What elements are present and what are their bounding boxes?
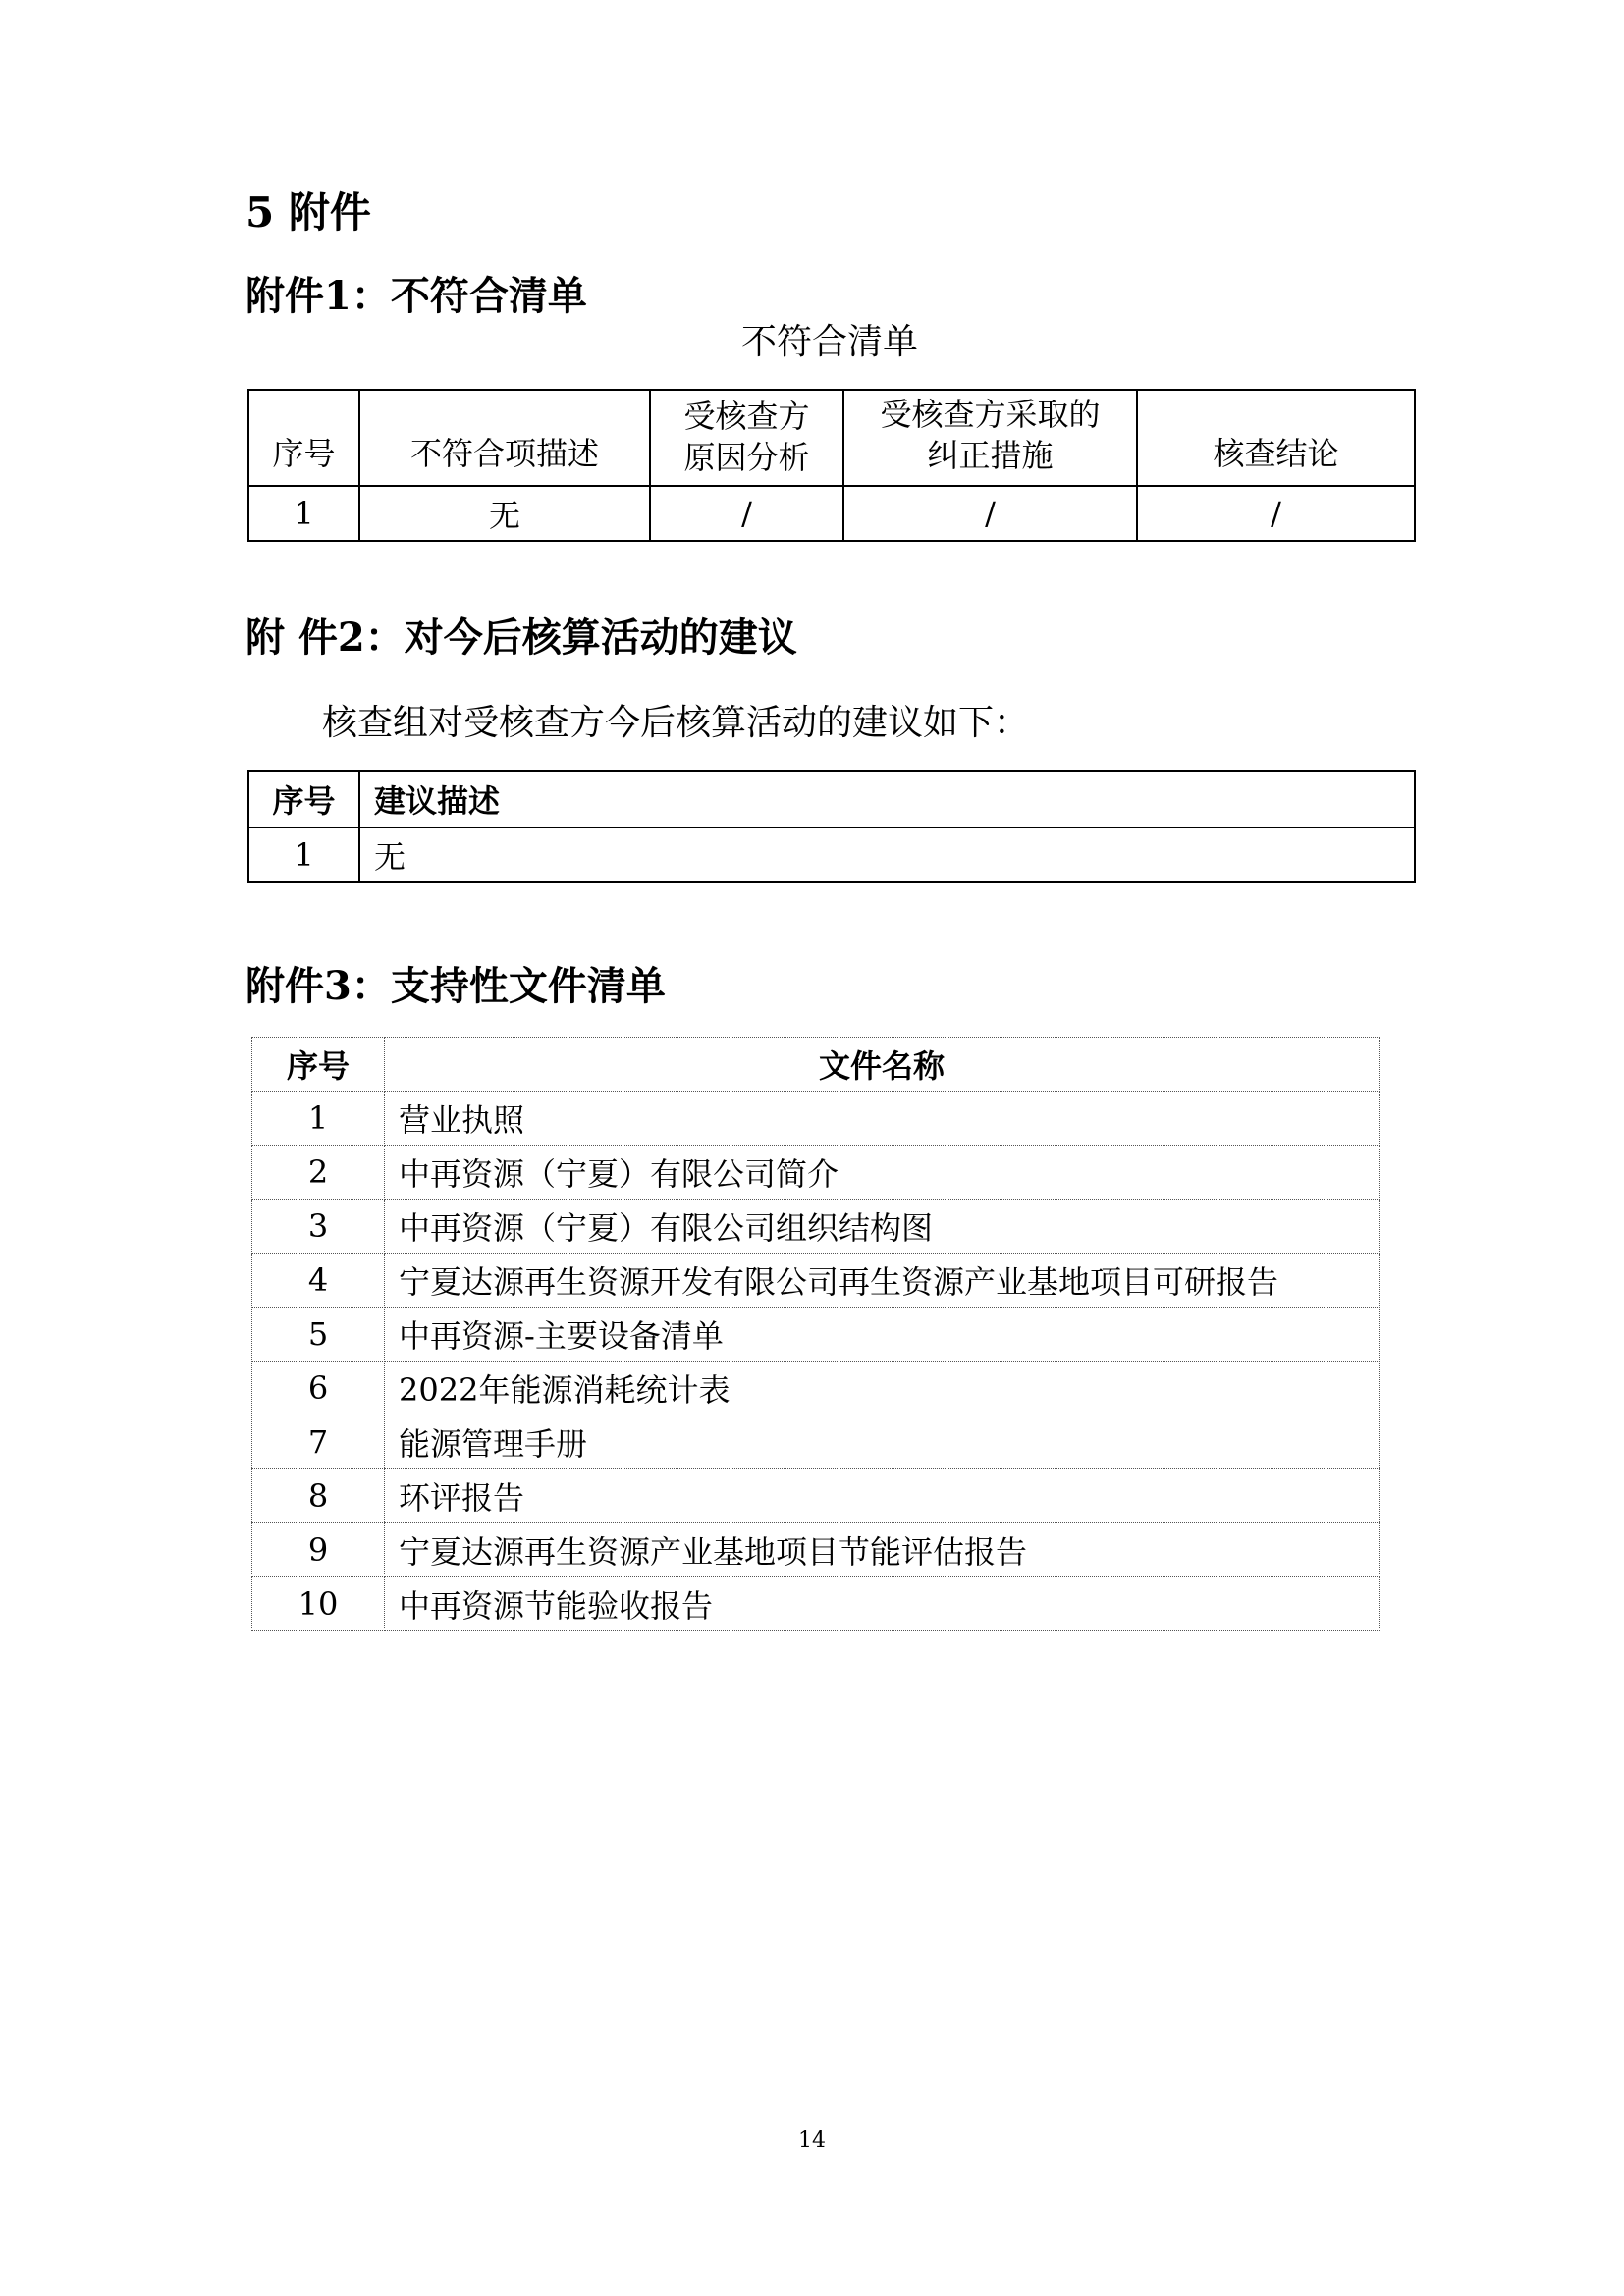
col-header-index: 序号 xyxy=(248,390,359,486)
page-number: 14 xyxy=(798,2128,826,2153)
cell-corrective-action: / xyxy=(843,486,1137,541)
table-row xyxy=(252,1577,1380,1631)
table-row xyxy=(252,1146,1380,1200)
cell-cause-analysis: / xyxy=(650,486,843,541)
col-header-suggestion: 建议描述 xyxy=(359,771,1415,828)
cell-index: 4 xyxy=(252,1254,385,1308)
cell-index: 9 xyxy=(252,1523,385,1577)
table-row xyxy=(252,1254,1380,1308)
table-row xyxy=(252,1092,1380,1146)
cell-index: 6 xyxy=(252,1362,385,1415)
col-header-cause-analysis: 受核查方 原因分析 xyxy=(650,390,843,486)
cell-file-name: 营业执照 xyxy=(385,1092,1380,1146)
table-row xyxy=(252,1200,1380,1254)
col-header-index: 序号 xyxy=(252,1038,385,1092)
table-row xyxy=(252,1523,1380,1577)
annex3-heading: 附件3：支持性文件清单 xyxy=(245,963,666,1009)
cell-index: 10 xyxy=(252,1577,385,1631)
cell-index: 5 xyxy=(252,1308,385,1362)
cell-file-name: 中再资源-主要设备清单 xyxy=(385,1308,1380,1362)
annex2-heading: 附 件2：对今后核算活动的建议 xyxy=(245,614,797,661)
annex2-intro-text: 核查组对受核查方今后核算活动的建议如下： xyxy=(322,703,1030,743)
table-row xyxy=(248,828,1415,882)
cell-index: 3 xyxy=(252,1200,385,1254)
table-row xyxy=(252,1469,1380,1523)
cell-index: 7 xyxy=(252,1415,385,1469)
col-header-index: 序号 xyxy=(248,771,359,828)
cell-file-name: 中再资源节能验收报告 xyxy=(385,1577,1380,1631)
cell-index: 2 xyxy=(252,1146,385,1200)
section-heading: 5 附件 xyxy=(245,188,371,237)
nonconformity-table xyxy=(247,389,1416,542)
cell-file-name: 宁夏达源再生资源开发有限公司再生资源产业基地项目可研报告 xyxy=(385,1254,1380,1308)
col-header-file-name: 文件名称 xyxy=(385,1038,1380,1092)
table-header-row xyxy=(248,390,1415,486)
annex1-heading: 附件1：不符合清单 xyxy=(245,273,587,319)
col-header-corrective-action: 受核查方采取的 纠正措施 xyxy=(843,390,1137,486)
cell-file-name: 宁夏达源再生资源产业基地项目节能评估报告 xyxy=(385,1523,1380,1577)
cell-index: 1 xyxy=(248,486,359,541)
cell-description: 无 xyxy=(359,486,650,541)
supporting-documents-table xyxy=(251,1037,1380,1631)
col-header-conclusion: 核查结论 xyxy=(1137,390,1415,486)
cell-file-name: 2022年能源消耗统计表 xyxy=(385,1362,1380,1415)
table-header-row xyxy=(252,1038,1380,1092)
cell-file-name: 中再资源（宁夏）有限公司简介 xyxy=(385,1146,1380,1200)
table-row xyxy=(252,1415,1380,1469)
col-header-description: 不符合项描述 xyxy=(359,390,650,486)
table-row xyxy=(252,1308,1380,1362)
cell-file-name: 中再资源（宁夏）有限公司组织结构图 xyxy=(385,1200,1380,1254)
cell-index: 8 xyxy=(252,1469,385,1523)
annex1-table-caption: 不符合清单 xyxy=(740,322,918,362)
table-row xyxy=(252,1362,1380,1415)
cell-index: 1 xyxy=(248,828,359,882)
cell-suggestion: 无 xyxy=(359,828,1415,882)
cell-conclusion: / xyxy=(1137,486,1415,541)
cell-file-name: 环评报告 xyxy=(385,1469,1380,1523)
table-row xyxy=(248,486,1415,541)
suggestion-table xyxy=(247,770,1416,883)
cell-index: 1 xyxy=(252,1092,385,1146)
cell-file-name: 能源管理手册 xyxy=(385,1415,1380,1469)
table-header-row xyxy=(248,771,1415,828)
